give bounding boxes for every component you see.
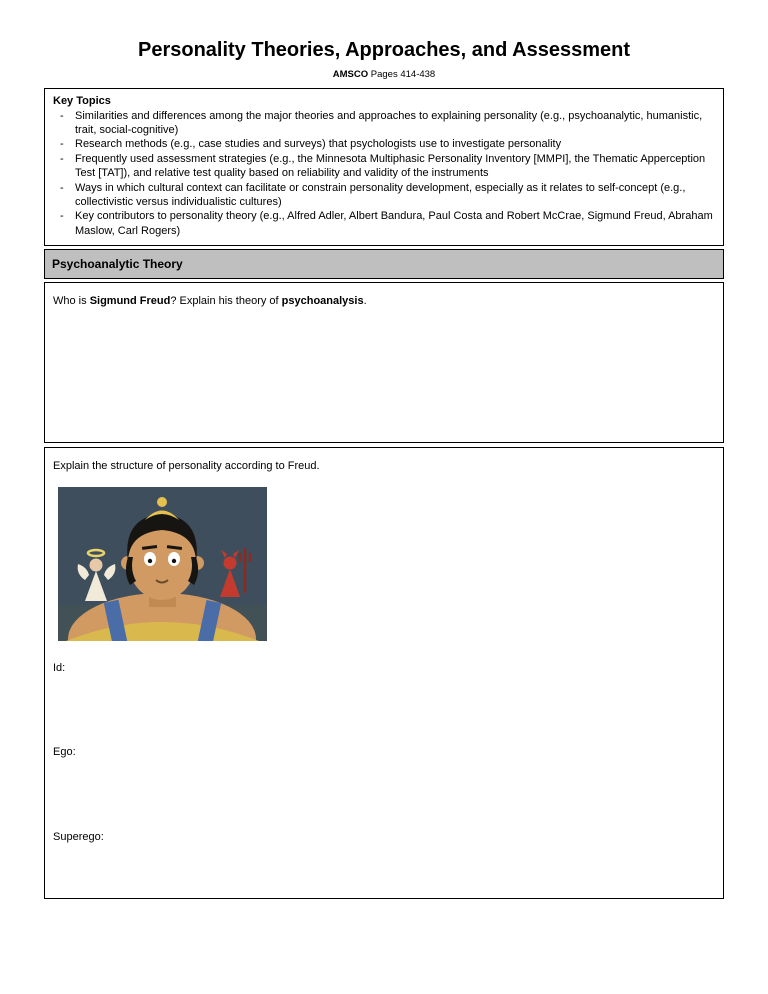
question-box-freud — [44, 282, 724, 443]
key-topic-text: Key contributors to personality theory (e.g., Alfred Adler, Albert Bandura, Paul Costa and Robert McCrae, Sigmund Freud, Abraham Maslow, Carl Rogers) — [75, 210, 713, 237]
source-pages: Pages 414-438 — [368, 69, 436, 80]
angel-head — [90, 558, 103, 571]
key-topic-item — [53, 152, 715, 181]
question-text-part: . — [363, 295, 367, 308]
key-topics-box — [44, 88, 724, 246]
shoulder-angel-devil-image — [58, 487, 267, 641]
worksheet-content — [0, 38, 768, 899]
key-topic-item — [53, 181, 715, 210]
key-topic-text: Ways in which cultural context can facilitate or constrain personality development, especially as it relates to self-concept (e.g., collectivistic versus individualistic cultures) — [75, 181, 686, 208]
character-hat-knob — [157, 497, 167, 507]
question-text-part: ? Explain his theory of — [170, 295, 282, 308]
question-text-freud — [53, 294, 715, 309]
key-topic-item — [53, 109, 715, 138]
question-text-bold: psychoanalysis — [281, 295, 364, 308]
source-name: AMSCO — [332, 69, 369, 80]
key-topic-text: Frequently used assessment strategies (e.g., the Minnesota Multiphasic Personality Inventory [MMPI], the Thematic Apperception Test [TAT]), and relative test quality based on reliability and validity of the instruments — [75, 152, 706, 180]
bullet-dash: - — [60, 181, 64, 194]
key-topics-heading: Key Topics — [53, 95, 111, 107]
key-topic-item — [53, 209, 715, 238]
id-label: Id: — [53, 661, 66, 674]
key-topic-text: Similarities and differences among the major theories and approaches to explaining personality (e.g., psychoanalytic, humanistic, trait, social-cognitive) — [75, 109, 703, 136]
bullet-dash: - — [60, 210, 64, 223]
question-text-part: Who is — [53, 295, 90, 308]
ego-label: Ego: — [53, 746, 76, 759]
question-text-structure: Explain the structure of personality according to Freud. — [53, 460, 320, 473]
section-header-psychoanalytic-theory: Psychoanalytic Theory — [44, 249, 724, 279]
key-topic-item — [53, 137, 715, 151]
devil-head — [224, 556, 237, 569]
question-box-personality-structure — [44, 447, 724, 899]
key-topic-text: Research methods (e.g., case studies and surveys) that psychologists use to investigate personality — [75, 138, 562, 151]
character-pupil-left — [148, 558, 152, 562]
bullet-dash: - — [60, 138, 64, 151]
question-text-bold: Sigmund Freud — [89, 295, 171, 308]
character-pupil-right — [172, 558, 176, 562]
bullet-dash: - — [60, 152, 64, 165]
page-title: Personality Theories, Approaches, and Assessment — [137, 39, 631, 61]
source-reference — [44, 69, 724, 80]
superego-label: Superego: — [53, 830, 104, 843]
bullet-dash: - — [60, 109, 64, 122]
